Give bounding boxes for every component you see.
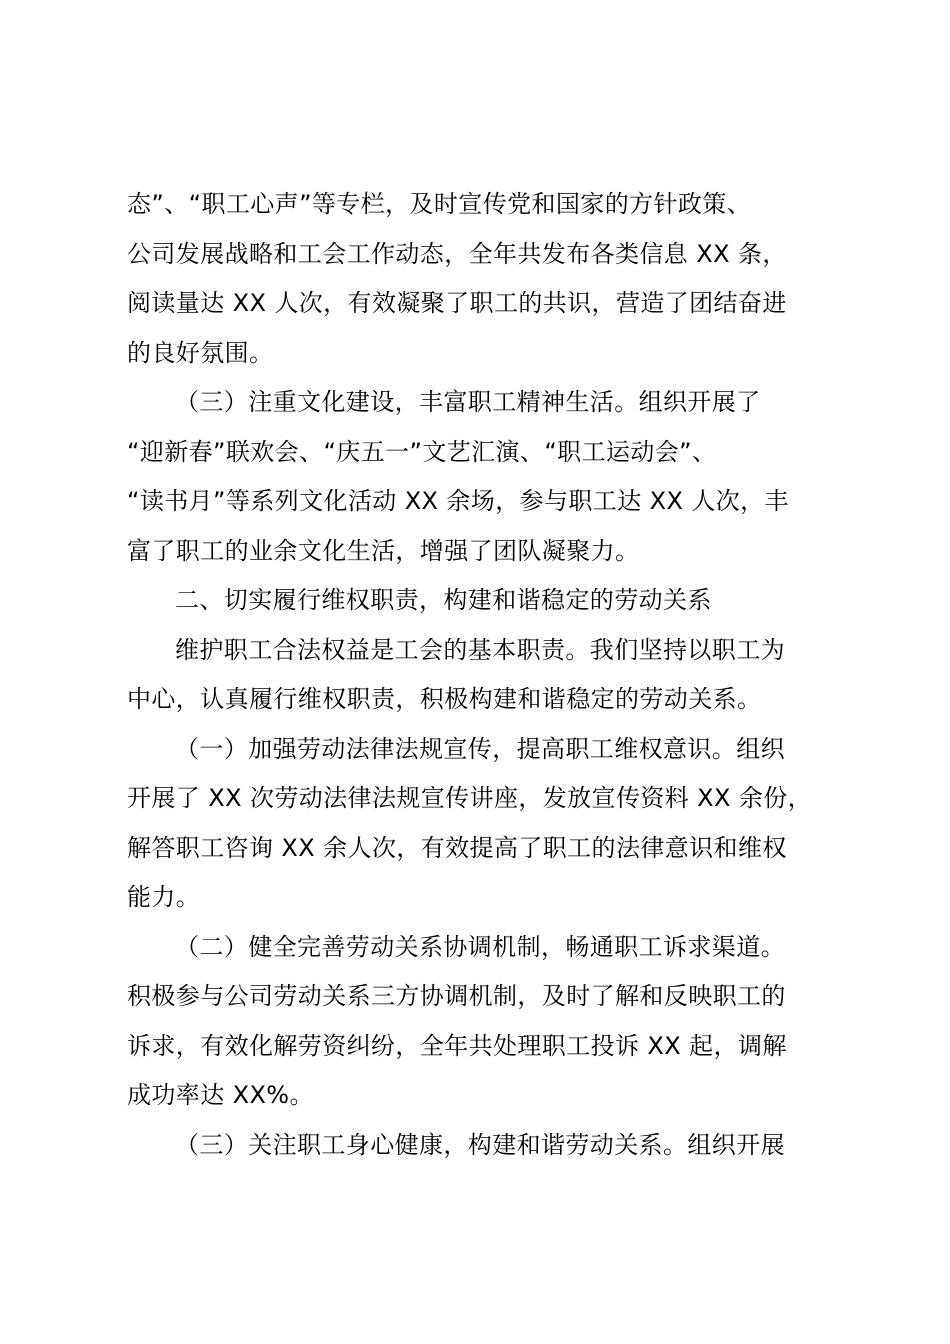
- text-line: 富了职工的业余文化生活，增强了团队凝聚力。: [127, 536, 640, 565]
- text-line: 解答职工咨询 XX 余人次，有效提高了职工的法律意识和维权: [127, 833, 787, 862]
- paragraph-start-line: （二）健全完善劳动关系协调机制，畅通职工诉求渠道。: [175, 932, 785, 961]
- text-line: “迎新春”联欢会、“庆五一”文艺汇演、“职工运动会”、: [127, 437, 717, 466]
- paragraph-start-line: （三）关注职工身心健康，构建和谐劳动关系。组织开展: [175, 1130, 785, 1159]
- text-line: 的良好氛围。: [127, 338, 274, 367]
- text-line: 态”、“职工心声”等专栏，及时宣传党和国家的方针政策、: [127, 190, 752, 218]
- text-line: 成功率达 XX%。: [127, 1081, 314, 1109]
- paragraph-start-line: （三）注重文化建设，丰富职工精神生活。组织开展了: [175, 388, 761, 416]
- text-line: 阅读量达 XX 人次，有效凝聚了职工的共识，营造了团结奋进: [127, 289, 787, 317]
- text-line: 中心，认真履行维权职责，积极构建和谐稳定的劳动关系。: [127, 685, 762, 713]
- text-line: 能力。: [127, 883, 201, 911]
- text-line: “读书月”等系列文化活动 XX 余场，参与职工达 XX 人次，丰: [127, 487, 789, 515]
- paragraph-start-line: （一）加强劳动法律法规宣传，提高职工维权意识。组织: [175, 734, 785, 763]
- text-line: 诉求，有效化解劳资纠纷，全年共处理职工投诉 XX 起，调解: [127, 1031, 787, 1060]
- section-heading: 二、切实履行维权职责，构建和谐稳定的劳动关系: [175, 586, 712, 614]
- text-line: 积极参与公司劳动关系三方协调机制，及时了解和反映职工的: [127, 982, 786, 1010]
- document-body: [127, 180, 833, 1170]
- text-line: 公司发展战略和工会工作动态，全年共发布各类信息 XX 条，: [127, 239, 787, 268]
- text-line: 开展了 XX 次劳动法律法规宣传讲座，发放宣传资料 XX 余份，: [127, 784, 813, 812]
- paragraph-start-line: 维护职工合法权益是工会的基本职责。我们坚持以职工为: [175, 635, 785, 664]
